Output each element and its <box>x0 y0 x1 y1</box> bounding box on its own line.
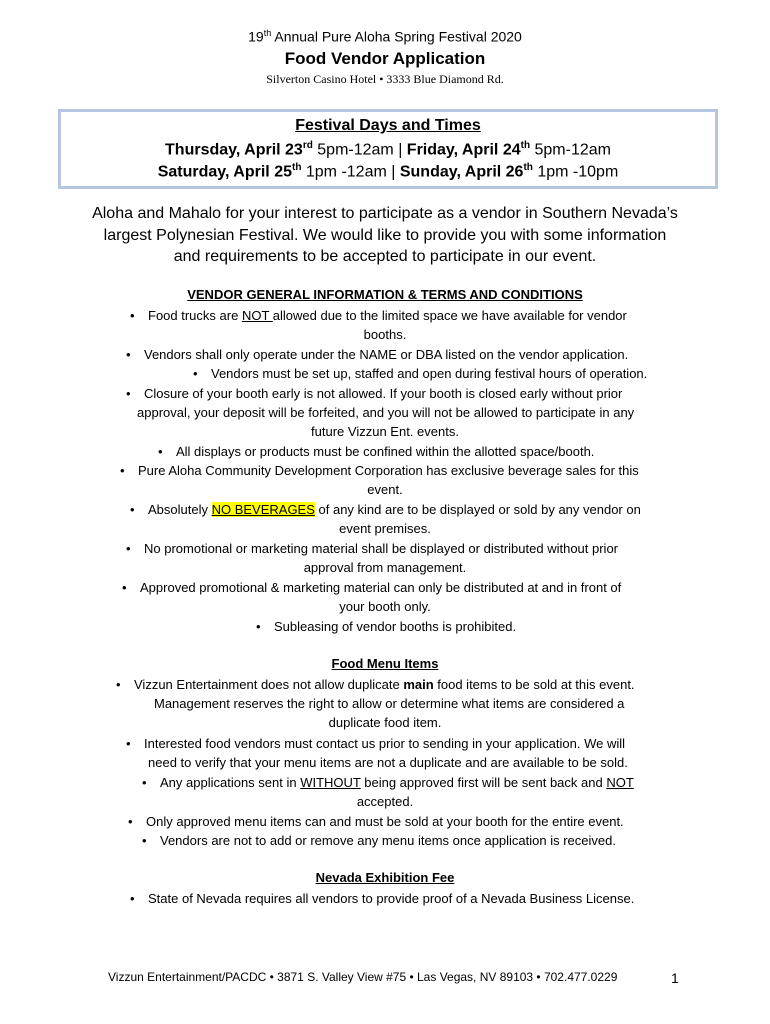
list-item-cont: event premises. <box>339 521 431 536</box>
festival-line: 19th Annual Pure Aloha Spring Festival 2020 <box>248 28 522 45</box>
list-item: • State of Nevada requires all vendors to provide proof of a Nevada Business License. <box>130 891 635 906</box>
list-item-cont: event. <box>367 482 403 497</box>
list-item: • Absolutely NO BEVERAGES of any kind are to be displayed or sold by any vendor on <box>130 502 641 517</box>
days-line-1: Thursday, April 23rd 5pm-12am | Friday, April 24th 5pm-12am <box>165 140 611 159</box>
venue-line: Silverton Casino Hotel • 3333 Blue Diamond Rd. <box>266 72 504 86</box>
footer-address: Vizzun Entertainment/PACDC • 3871 S. Valley View #75 • Las Vegas, NV 89103 • 702.477.0229 <box>108 970 618 984</box>
list-item-cont: approval, your deposit will be forfeited, and you will not be allowed to participate in any <box>137 405 635 420</box>
page-title: Food Vendor Application <box>284 49 486 68</box>
days-line-2: Saturday, April 25th 1pm -12am | Sunday, April 26th 1pm -10pm <box>157 162 619 181</box>
page-number: 1 <box>671 970 679 986</box>
list-item: • Any applications sent in WITHOUT being approved first will be sent back and NOT <box>142 775 634 790</box>
food-menu-title: Food Menu Items <box>331 656 439 671</box>
list-item: • Vendors shall only operate under the NAME or DBA listed on the vendor application. <box>126 347 629 362</box>
list-item-cont: booths. <box>363 327 407 342</box>
list-item: • Closure of your booth early is not allowed. If your booth is closed early without prior <box>126 386 623 401</box>
list-item: • Food trucks are NOT allowed due to the limited space we have available for vendor <box>130 308 627 323</box>
festival-days-title: Festival Days and Times <box>295 117 481 134</box>
list-item: • Subleasing of vendor booths is prohibited. <box>256 619 517 634</box>
list-item-cont: your booth only. <box>339 599 431 614</box>
festival-days-box <box>58 109 718 189</box>
list-item-cont: future Vizzun Ent. events. <box>311 424 459 439</box>
list-item: • Interested food vendors must contact us prior to sending in your application. We will <box>126 736 626 751</box>
list-item: • Vendors must be set up, staffed and open during festival hours of operation. <box>193 366 648 381</box>
list-item-cont: approval from management. <box>303 560 467 575</box>
list-item: • All displays or products must be confined within the allotted space/booth. <box>158 444 595 459</box>
list-item: • No promotional or marketing material shall be displayed or distributed without prior <box>126 541 619 556</box>
list-item: • Vendors are not to add or remove any menu items once application is received. <box>142 833 616 848</box>
list-item-cont: need to verify that your menu items are not a duplicate and are available to be sold. <box>148 755 628 770</box>
list-item-cont: duplicate food item. <box>328 715 442 730</box>
list-item: • Approved promotional & marketing material can only be distributed at and in front of <box>122 580 622 595</box>
intro-paragraph: Aloha and Mahalo for your interest to participate as a vendor in Southern Nevada’s largest Polynesian Festival. We would like to provide you with some information and requirements to be accepted to participate in our event. <box>92 205 678 265</box>
list-item: • Pure Aloha Community Development Corporation has exclusive beverage sales for this <box>120 463 639 478</box>
nevada-fee-title: Nevada Exhibition Fee <box>315 870 455 885</box>
general-terms-title: VENDOR GENERAL INFORMATION & TERMS AND CONDITIONS <box>187 287 583 302</box>
list-item-cont: Management reserves the right to allow or determine what items are considered a <box>154 696 625 711</box>
list-item-cont: accepted. <box>356 794 414 809</box>
list-item: • Vizzun Entertainment does not allow duplicate main food items to be sold at this event. <box>116 677 635 692</box>
list-item: • Only approved menu items can and must be sold at your booth for the entire event. <box>128 814 624 829</box>
